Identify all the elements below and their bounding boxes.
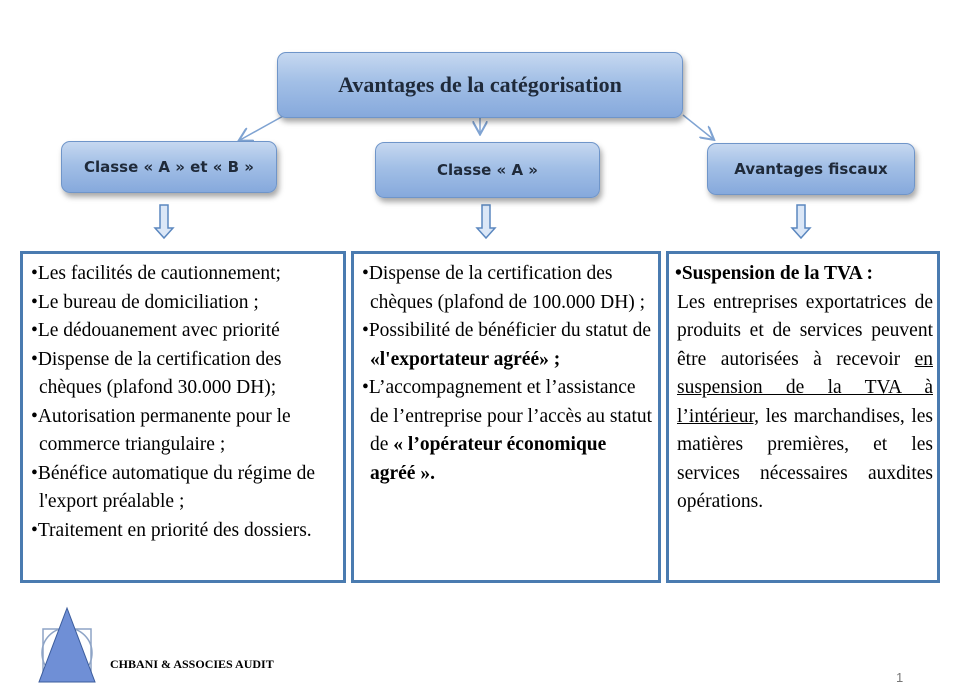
category-label: Classe « A » <box>437 161 538 179</box>
diagram-title-node <box>277 52 683 118</box>
fiscal-text: Les entreprises exportatrices de produits et de services peuvent être autorisées à recevoir <box>677 291 933 370</box>
benefits-box-fiscal <box>666 251 940 583</box>
category-node-a <box>375 142 600 198</box>
company-logo-icon <box>35 606 99 686</box>
connector-left <box>240 115 285 140</box>
list-item <box>358 374 654 488</box>
connector-right <box>683 115 713 139</box>
list-item-text: •Possibilité de bénéficier du statut de <box>362 320 651 341</box>
list-item: •Bénéfice automatique du régime de l'export préalable ; <box>31 462 316 512</box>
benefits-box-class-a-b <box>20 251 346 583</box>
list-item-bold: « l’opérateur économique agréé ». <box>370 434 607 484</box>
down-arrow-2 <box>477 205 495 238</box>
list-item <box>358 317 654 374</box>
fiscal-text: les marchandises, les matières premières, et les services nécessaires auxdites opérations. <box>677 405 933 512</box>
list-item: •Autorisation permanente pour le commerce triangulaire ; <box>31 405 291 455</box>
fiscal-text-underlined: en suspension de la TVA à l’intérieur, <box>677 348 933 427</box>
list-item: •Traitement en priorité des dossiers. <box>31 519 312 541</box>
category-label: Classe « A » et « B » <box>83 158 254 176</box>
category-node-fiscal <box>707 143 915 195</box>
benefits-box-class-a <box>351 251 661 583</box>
list-item: •Les facilités de cautionnement; <box>31 263 281 284</box>
fiscal-heading: •Suspension de la TVA : <box>675 263 873 284</box>
list-item-bold: «l'exportateur agréé» ; <box>370 348 561 370</box>
down-arrow-1 <box>155 205 173 238</box>
category-node-a-b <box>61 141 277 193</box>
company-name: CHBANI & ASSOCIES AUDIT <box>110 657 274 671</box>
page-number: 1 <box>896 670 904 685</box>
fiscal-paragraph <box>675 289 933 517</box>
list-item: •Le bureau de domiciliation ; <box>31 291 259 313</box>
category-label: Avantages fiscaux <box>734 160 888 178</box>
list-item-text: •L’accompagnement et l’assistance de l’entreprise pour l’accès au statut de <box>362 377 653 455</box>
list-item: •Dispense de la certification des chèques (plafond de 100.000 DH) ; <box>362 263 646 313</box>
diagram-title: Avantages de la catégorisation <box>338 72 622 97</box>
list-item: •Dispense de la certification des chèques (plafond 30.000 DH); <box>31 348 282 398</box>
list-item: •Le dédouanement avec priorité <box>31 320 280 341</box>
down-arrow-3 <box>792 205 810 238</box>
